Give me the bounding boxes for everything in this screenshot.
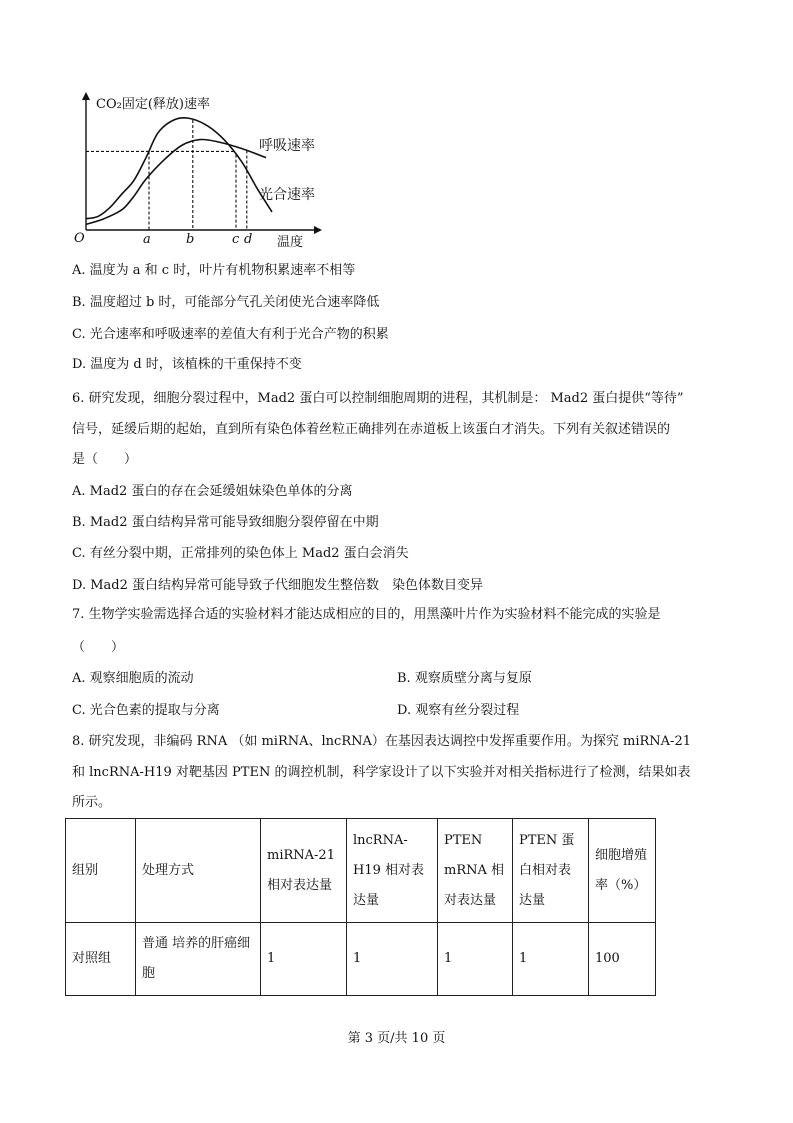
q5-option-a: A. 温度为 a 和 c 时，叶片有机物积累速率不相等 [72,263,356,278]
series-label-photosynthesis: 光合速率 [259,187,315,203]
q7-stem-line-2: （ ） [72,640,125,655]
y-axis-arrow [82,92,90,100]
q8-results-table [65,818,656,996]
q8-stem-line-2: 和 lncRNA-H19 对靶基因 PTEN 的调控机制，科学家设计了以下实验并对相关指标进行了检测，结果如表 [72,765,691,780]
q6-stem-line-1: 6. 研究发现，细胞分裂过程中，Mad2 蛋白可以控制细胞周期的进程，其机制是： Mad2 蛋白提供“等待” [72,391,684,406]
q6-option-c: C. 有丝分裂中期，正常排列的染色体上 Mad2 蛋白会消失 [72,546,409,561]
q8-stem-line-1: 8. 研究发现，非编码 RNA （如 miRNA、lncRNA）在基因表达调控中发挥重要作用。为探究 miRNA-21 [72,734,691,749]
series-label-respiration: 呼吸速率 [259,138,315,154]
table-cell: 1 [438,923,513,996]
table-cell: 普通 培养的肝癌细胞 [136,923,261,996]
table-row [66,923,656,996]
q8-stem-line-3: 所示。 [72,795,112,810]
table-header-cell: 组别 [66,819,136,923]
table-header-cell: 细胞增殖率（%） [589,819,656,923]
page-footer: 第 3 页/共 10 页 [347,1031,446,1046]
table-header-cell: miRNA-21 相对表达量 [261,819,347,923]
chart-origin-label: O [74,231,85,246]
table-cell: 100 [589,923,656,996]
tick-label-c: c [232,232,240,247]
chart-curves [86,118,272,225]
table-cell: 1 [347,923,438,996]
table-cell: 对照组 [66,923,136,996]
chart-guide-lines [86,120,247,230]
table-header-row [66,819,656,923]
q5-option-d: D. 温度为 d 时，该植株的干重保持不变 [72,357,302,372]
q6-option-a: A. Mad2 蛋白的存在会延缓姐妹染色单体的分离 [72,484,353,499]
co2-rate-chart [70,88,340,253]
q6-option-b: B. Mad2 蛋白结构异常可能导致细胞分裂停留在中期 [72,515,379,530]
q5-option-b: B. 温度超过 b 时，可能部分气孔关闭使光合速率降低 [72,295,380,310]
table-cell: 1 [513,923,589,996]
table-header-cell: 处理方式 [136,819,261,923]
curve-photosynthesis [86,118,272,219]
q7-option-a: A. 观察细胞质的流动 [72,671,194,686]
tick-label-a: a [143,232,151,247]
q5-option-c: C. 光合速率和呼吸速率的差值大有利于光合产物的积累 [72,327,389,342]
q7-option-b: B. 观察质壁分离与复原 [397,671,532,686]
q7-option-d: D. 观察有丝分裂过程 [397,703,520,718]
chart-xlabel: 温度 [277,235,304,250]
q6-stem-line-2: 信号，延缓后期的起始，直到所有染色体着丝粒正确排列在赤道板上该蛋白才消失。下列有关叙述错误的 [72,422,671,437]
q6-stem-line-3: 是（ ） [72,452,138,467]
tick-label-d: d [244,232,253,247]
curve-respiration [86,139,266,224]
table-header-cell: lncRNA-H19 相对表达量 [347,819,438,923]
q7-stem-line-1: 7. 生物学实验需选择合适的实验材料才能达成相应的目的，用黑藻叶片作为实验材料不能完成的实验是 [72,607,661,622]
q6-option-d: D. Mad2 蛋白结构异常可能导致子代细胞发生整倍数 染色体数目变异 [72,578,484,593]
table-header-cell: PTEN mRNA 相对表达量 [438,819,513,923]
tick-label-b: b [186,232,195,247]
table-cell: 1 [261,923,347,996]
q7-option-c: C. 光合色素的提取与分离 [72,703,220,718]
chart-ylabel: CO₂固定(释放)速率 [96,97,210,112]
x-axis-arrow [314,226,322,234]
table-header-cell: PTEN 蛋白相对表达量 [513,819,589,923]
